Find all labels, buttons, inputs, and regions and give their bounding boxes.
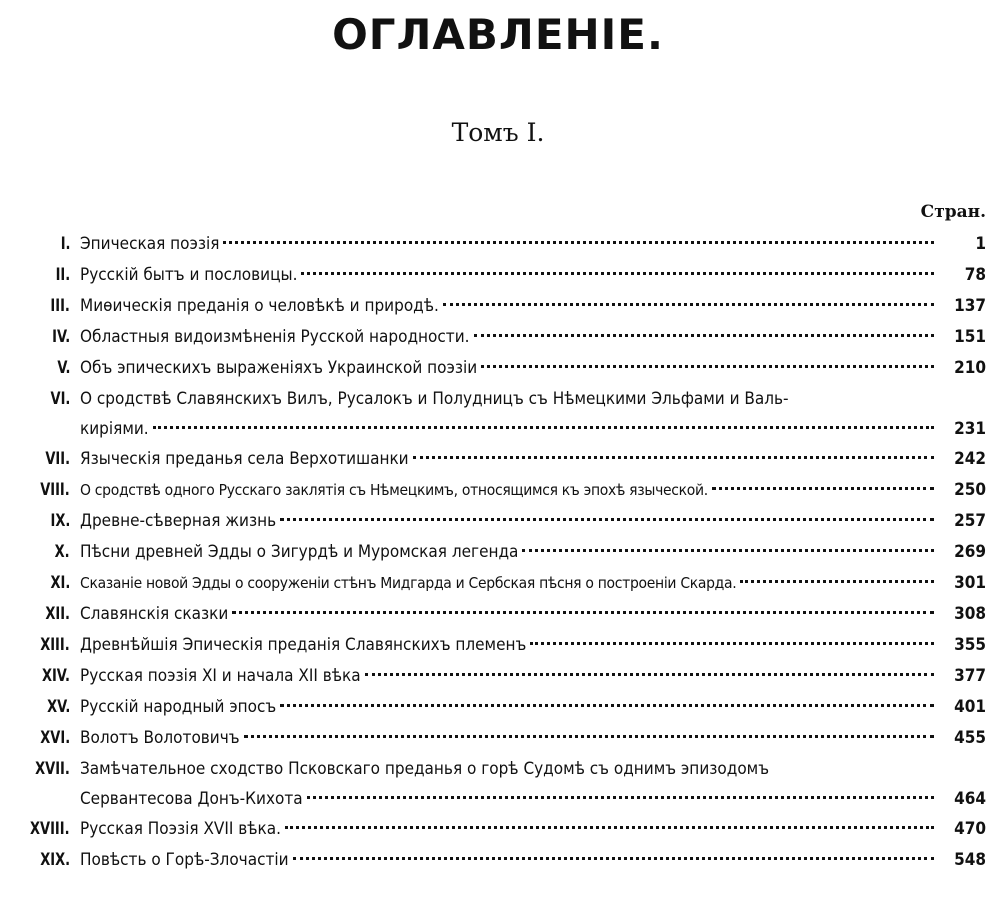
dot-leader: [307, 796, 934, 799]
table-of-contents: [0, 229, 996, 876]
toc-entry: [0, 291, 996, 322]
toc-line: [80, 845, 986, 876]
toc-entry: [0, 537, 996, 568]
dot-leader: [773, 766, 934, 769]
page-number: 151: [954, 327, 986, 347]
page-number: 231: [954, 419, 986, 439]
chapter-number: IX.: [50, 511, 70, 531]
toc-line: [80, 291, 986, 322]
toc-entry: [0, 384, 996, 415]
chapter-title: Областныя видоизмѣненія Русской народности.: [80, 327, 470, 347]
toc-line: [80, 599, 986, 630]
toc-line: [80, 475, 986, 506]
chapter-number: XVI.: [40, 728, 70, 748]
toc-line: [80, 322, 986, 353]
toc-entry: [0, 568, 996, 599]
chapter-number: VII.: [45, 449, 70, 469]
chapter-number: III.: [50, 296, 70, 316]
toc-entry: [0, 260, 996, 291]
toc-line: [80, 692, 986, 723]
dot-leader: [793, 396, 934, 399]
chapter-number: X.: [55, 542, 70, 562]
chapter-title: Повѣсть о Горѣ-Злочастіи: [80, 850, 289, 870]
toc-entry: [0, 353, 996, 384]
dot-leader: [413, 456, 934, 459]
chapter-title: Эпическая поэзія: [80, 234, 220, 254]
page-number: 464: [954, 789, 986, 809]
toc-line: [80, 537, 986, 568]
toc-entry: [0, 845, 996, 876]
chapter-title: Языческія преданья села Верхотишанки: [80, 449, 409, 469]
page-number: 1: [975, 234, 986, 254]
page-number: 548: [954, 850, 986, 870]
page-number: 78: [964, 265, 986, 285]
toc-line: [80, 754, 986, 785]
toc-entry: [0, 814, 996, 845]
chapter-title: О сродствѣ Славянскихъ Вилъ, Русалокъ и Полудницъ съ Нѣмецкими Эльфами и Валь-: [80, 389, 789, 409]
dot-leader: [530, 642, 934, 645]
chapter-number: I.: [60, 234, 70, 254]
toc-line: [80, 229, 986, 260]
page-number: 455: [954, 728, 986, 748]
chapter-number: II.: [55, 265, 70, 285]
chapter-number: XVII.: [35, 759, 70, 779]
toc-entry: [0, 630, 996, 661]
chapter-title: Миѳическія преданія о человѣкѣ и природѣ.: [80, 296, 439, 316]
toc-line: [80, 723, 986, 754]
page-number: 355: [954, 635, 986, 655]
page-number: 137: [954, 296, 986, 316]
page-number: 301: [954, 573, 986, 593]
page-number: 242: [954, 449, 986, 469]
chapter-title: О сродствѣ одного Русскаго заклятія съ Нѣмецкимъ, относящимся къ эпохѣ языческой.: [80, 481, 708, 499]
chapter-title: киріями.: [80, 419, 149, 439]
page-number: 401: [954, 697, 986, 717]
toc-line: [80, 785, 986, 814]
dot-leader: [712, 487, 934, 490]
dot-leader: [443, 303, 934, 306]
dot-leader: [280, 704, 934, 707]
dot-leader: [232, 611, 934, 614]
chapter-title: Замѣчательное сходство Псковскаго преданья о горѣ Судомѣ съ однимъ эпизодомъ: [80, 759, 770, 779]
chapter-number: XV.: [46, 697, 70, 717]
toc-entry: [0, 322, 996, 353]
toc-line: [80, 661, 986, 692]
dot-leader: [244, 735, 934, 738]
toc-entry: [0, 785, 996, 814]
chapter-number: XVIII.: [30, 819, 70, 839]
dot-leader: [293, 857, 934, 860]
chapter-title: Древнѣйшія Эпическія преданія Славянскихъ племенъ: [80, 635, 527, 655]
toc-line: [80, 353, 986, 384]
chapter-number: VI.: [50, 389, 70, 409]
toc-line: [80, 260, 986, 291]
toc-entry: [0, 444, 996, 475]
dot-leader: [365, 673, 934, 676]
dot-leader: [740, 580, 934, 583]
page-number: 250: [954, 480, 986, 500]
page-number: 377: [954, 666, 986, 686]
toc-entry: [0, 692, 996, 723]
chapter-number: V.: [56, 358, 70, 378]
dot-leader: [481, 365, 934, 368]
dot-leader: [153, 426, 934, 429]
dot-leader: [280, 518, 934, 521]
toc-line: [80, 814, 986, 845]
dot-leader: [522, 549, 934, 552]
dot-leader: [285, 826, 934, 829]
page-column-header: Стран.: [920, 202, 986, 222]
toc-line: [80, 415, 986, 444]
chapter-title: Древне-сѣверная жизнь: [80, 511, 277, 531]
toc-entry: [0, 723, 996, 754]
dot-leader: [474, 334, 934, 337]
toc-entry: [0, 506, 996, 537]
chapter-title: Славянскія сказки: [80, 604, 229, 624]
page-number: 257: [954, 511, 986, 531]
chapter-number: VIII.: [40, 480, 70, 500]
toc-entry: [0, 661, 996, 692]
toc-entry: [0, 599, 996, 630]
volume-heading: Томъ I.: [451, 118, 545, 147]
chapter-title: Русская Поэзія XVII вѣка.: [80, 819, 282, 839]
chapter-title: Волотъ Волотовичъ: [80, 728, 240, 748]
page-number: 269: [954, 542, 986, 562]
chapter-title: Объ эпическихъ выраженіяхъ Украинской поэзіи: [80, 358, 478, 378]
chapter-title: Русскій бытъ и пословицы.: [80, 265, 298, 285]
chapter-number: XIII.: [40, 635, 70, 655]
dot-leader: [223, 241, 934, 244]
page-title: ОГЛАВЛЕНІЕ.: [332, 10, 664, 59]
toc-line: [80, 630, 986, 661]
dot-leader: [301, 272, 934, 275]
chapter-title: Русскій народный эпосъ: [80, 697, 277, 717]
page-number: 308: [954, 604, 986, 624]
chapter-number: XIV.: [42, 666, 70, 686]
chapter-title: Пѣсни древней Эдды о Зигурдѣ и Муромская легенда: [80, 542, 519, 562]
toc-line: [80, 568, 986, 599]
chapter-number: XIX.: [40, 850, 70, 870]
toc-entry: [0, 754, 996, 785]
toc-entry: [0, 229, 996, 260]
chapter-title: Сервантесова Донъ-Кихота: [80, 789, 303, 809]
toc-line: [80, 506, 986, 537]
toc-entry: [0, 475, 996, 506]
chapter-number: XI.: [50, 573, 70, 593]
page-number: 470: [954, 819, 986, 839]
chapter-number: XII.: [45, 604, 70, 624]
toc-entry: [0, 415, 996, 444]
toc-line: [80, 444, 986, 475]
chapter-title: Сказаніе новой Эдды о сооруженіи стѣнъ Мидгарда и Сербская пѣсня о построеніи Скарда.: [80, 574, 737, 592]
toc-line: [80, 384, 986, 415]
page-number: 210: [954, 358, 986, 378]
chapter-number: IV.: [52, 327, 70, 347]
chapter-title: Русская поэзія XI и начала XII вѣка: [80, 666, 361, 686]
